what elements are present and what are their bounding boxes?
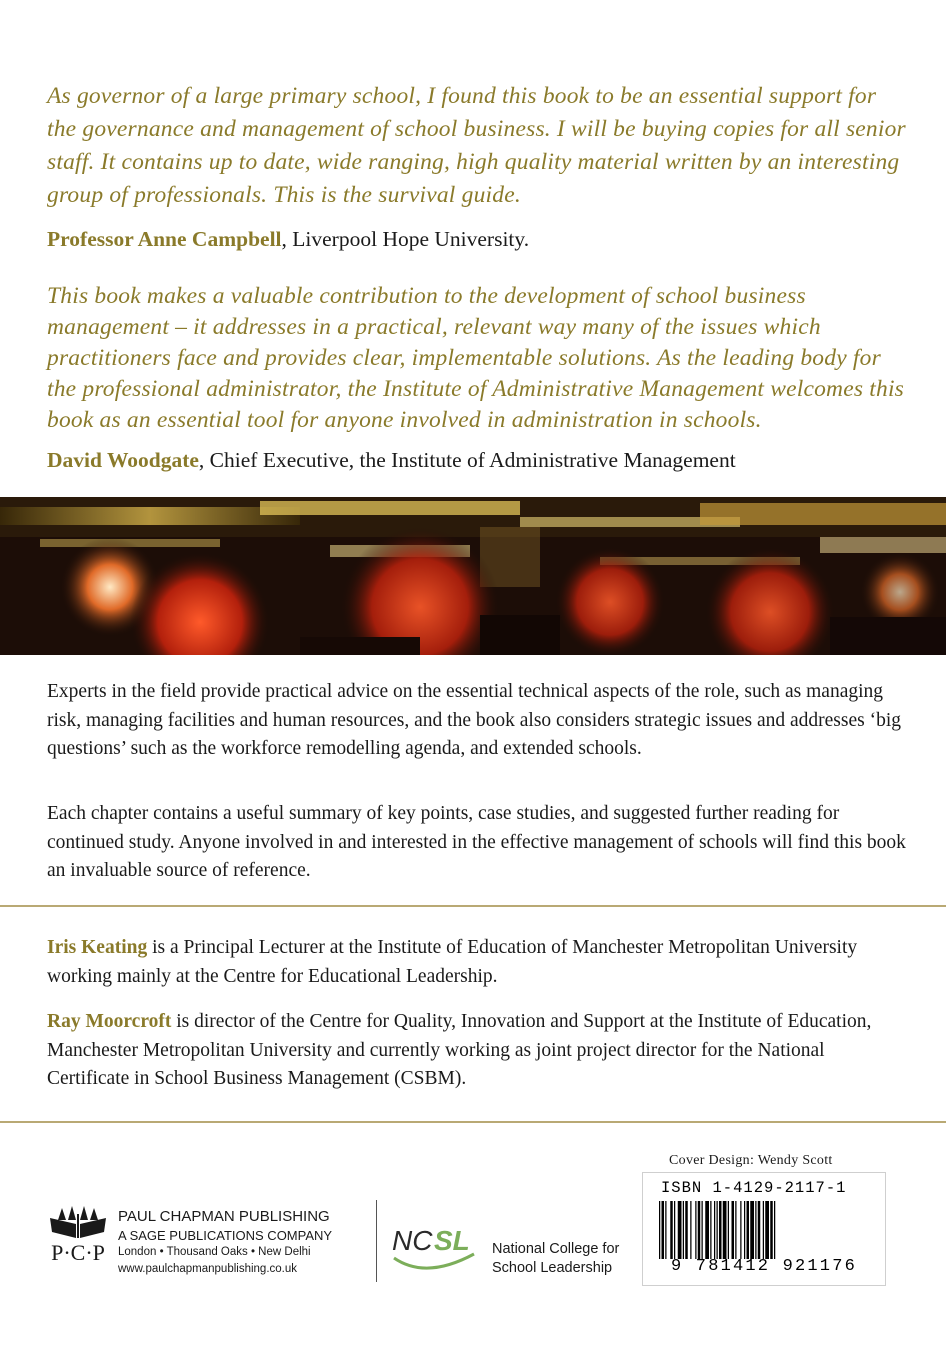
- ean-digits: 9 781412 921176: [670, 1257, 858, 1276]
- barcode-bar: [665, 1201, 666, 1259]
- endorsement-quote-1: As governor of a large primary school, I found this book to be an essential support for the governance and management of school business. I will be buying copies for all senior staff. It contains up to date, wide ranging, high quality material written by an interesting group of professionals. This is the survival guide.: [47, 83, 906, 208]
- barcode-bar: [662, 1201, 665, 1259]
- barcode-bar: [770, 1201, 773, 1259]
- pcp-logo-text: P·C·P: [51, 1240, 105, 1265]
- barcode-bar: [674, 1201, 675, 1259]
- ncsl-name-line1: National College for: [492, 1241, 620, 1257]
- barcode-bar: [758, 1201, 761, 1259]
- barcode-bar: [723, 1201, 727, 1259]
- ncsl-name-line2: School Leadership: [492, 1260, 613, 1276]
- barcode-bar: [750, 1201, 754, 1259]
- endorser-name: David Woodgate: [47, 448, 199, 472]
- barcode-bar: [735, 1201, 736, 1259]
- barcode-bar: [719, 1201, 722, 1259]
- endorser-affiliation: , Liverpool Hope University.: [281, 227, 530, 251]
- barcode-bar: [670, 1201, 673, 1259]
- ncsl-name: [492, 1240, 619, 1278]
- description-paragraph-2: Each chapter contains a useful summary of key points, case studies, and suggested further reading for continued study. Anyone involved in and interested in the effective management of schools will find this book an invaluable source of reference.: [47, 803, 906, 881]
- publisher-subtitle: A SAGE PUBLICATIONS COMPANY: [118, 1228, 333, 1243]
- cover-design-credit: Cover Design: Wendy Scott: [669, 1153, 833, 1168]
- barcode-bar: [683, 1201, 684, 1259]
- endorsement-quote-2: This book makes a valuable contribution to the development of school business management – it addresses in a practical, relevant way many of the issues which practitioners face and provides clear, implementable solutions. As the leading body for the professional administrator, the Institute of Administrative Management welcomes this book as an essential tool for anyone involved in administration in schools.: [47, 283, 905, 433]
- endorsement-attribution-1: [47, 227, 927, 252]
- barcode-bar: [717, 1201, 718, 1259]
- barcode-bar: [695, 1201, 696, 1259]
- endorsement-attribution-2: [47, 448, 927, 473]
- footer-divider: [376, 1200, 377, 1282]
- barcode-bar: [740, 1201, 741, 1259]
- publisher-url: www.paulchapmanpublishing.co.uk: [118, 1263, 297, 1275]
- decorative-banner-image: [0, 497, 946, 655]
- barcode-bar: [744, 1201, 745, 1259]
- ncsl-logo-nc: NC: [392, 1225, 433, 1256]
- barcode-bar: [659, 1201, 660, 1259]
- divider-bottom: [0, 1121, 946, 1123]
- barcode-bar: [747, 1201, 750, 1259]
- author-name: Iris Keating: [47, 937, 148, 958]
- endorser-affiliation: , Chief Executive, the Institute of Administrative Management: [198, 448, 736, 472]
- ncsl-logo-sl: SL: [434, 1225, 470, 1256]
- ncsl-logo: [386, 1208, 486, 1278]
- barcode-bar: [710, 1201, 711, 1259]
- barcode-bar: [732, 1201, 735, 1259]
- barcode-bar: [702, 1201, 703, 1259]
- isbn-text: ISBN 1-4129-2117-1: [661, 1179, 847, 1197]
- barcode-panel: [642, 1172, 886, 1286]
- description-paragraph-1: Experts in the field provide practical advice on the essential technical aspects of the role, such as managing risk, managing facilities and human resources, and the book also considers strategic issues and addresses ‘big questions’ such as the workforce remodelling agenda, and extended schools.: [47, 681, 901, 759]
- author-bio-2: [47, 1008, 907, 1094]
- barcode-graphic: [659, 1201, 869, 1259]
- barcode-bar: [774, 1201, 775, 1259]
- author-bio-text: is a Principal Lecturer at the Institute of Education of Manchester Metropolitan University working mainly at the Centre for Educational Leadership.: [47, 937, 858, 987]
- barcode-bar: [698, 1201, 701, 1259]
- author-bio-text: is director of the Centre for Quality, Innovation and Support at the Institute of Education, Manchester Metropolitan University and currently working as joint project director for the National Certificate in School Business Management (CSBM).: [47, 1011, 872, 1089]
- barcode-bar: [763, 1201, 764, 1259]
- barcode-bar: [705, 1201, 709, 1259]
- barcode-bar: [728, 1201, 729, 1259]
- open-book-icon: [44, 1204, 112, 1244]
- author-name: Ray Moorcroft: [47, 1011, 172, 1032]
- publisher-cities: London • Thousand Oaks • New Delhi: [118, 1246, 311, 1258]
- barcode-bar: [690, 1201, 691, 1259]
- barcode-bar: [765, 1201, 769, 1259]
- divider-top: [0, 905, 946, 907]
- barcode-bar: [714, 1201, 715, 1259]
- publisher-name: PAUL CHAPMAN PUBLISHING: [118, 1208, 330, 1225]
- abstract-lights-graphic: [0, 497, 946, 655]
- author-bio-1: [47, 934, 907, 991]
- barcode-bar: [755, 1201, 756, 1259]
- barcode-bar: [678, 1201, 682, 1259]
- barcode-bar: [685, 1201, 688, 1259]
- endorser-name: Professor Anne Campbell: [47, 227, 282, 251]
